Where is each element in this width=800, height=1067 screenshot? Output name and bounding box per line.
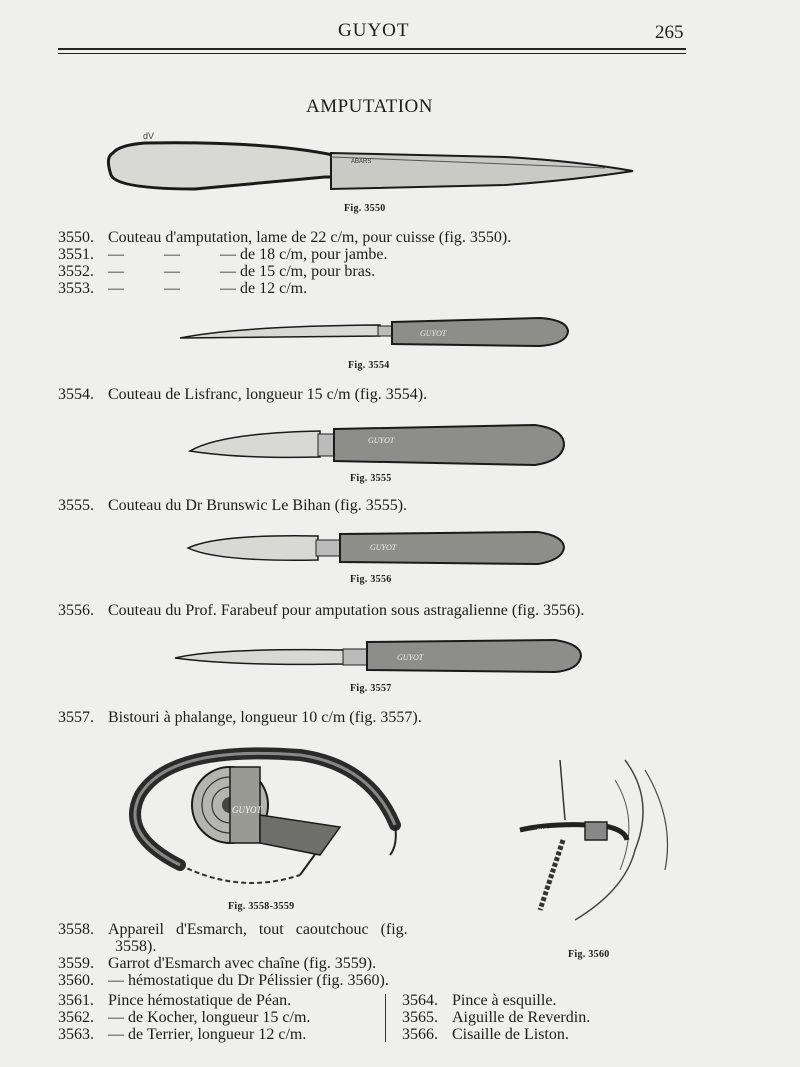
entry-number: 3561. [58, 992, 94, 1009]
handle-mark: GUYOT [397, 653, 424, 662]
entry-number: 3551. [58, 246, 94, 263]
entry-3551 [58, 246, 388, 263]
handle-mark: GUYOT [368, 436, 395, 445]
amputation-knife-illustration [105, 131, 640, 195]
entry-text: Couteau d'amputation, lame de 22 c/m, pour cuisse (fig. 3550). [108, 229, 512, 246]
entry-text: — hémostatique du Dr Pélissier (fig. 3560). [108, 972, 389, 989]
entry-number: 3557. [58, 709, 94, 726]
entry-text: Pince hémostatique de Péan. [108, 992, 292, 1009]
fig-caption-3554: Fig. 3554 [348, 360, 390, 371]
fig-caption-3556: Fig. 3556 [350, 574, 392, 585]
column-divider [385, 994, 386, 1042]
entry-number: 3555. [58, 497, 94, 514]
entry-text: Appareil d'Esmarch, tout caoutchouc (fig. [108, 921, 408, 938]
entry-text: — de Kocher, longueur 15 c/m. [108, 1009, 311, 1026]
entry-3554 [58, 386, 427, 403]
fig-caption-3550: Fig. 3550 [344, 203, 386, 214]
entry-number: 3550. [58, 229, 94, 246]
entry-text: Garrot d'Esmarch avec chaîne (fig. 3559). [108, 955, 377, 972]
entry-text: — de Terrier, longueur 12 c/m. [108, 1026, 307, 1043]
entry-3561 [58, 992, 291, 1009]
entry-text: Bistouri à phalange, longueur 10 c/m (fig. 3557). [108, 709, 422, 726]
entry-3550 [58, 229, 511, 246]
entry-number: 3556. [58, 602, 94, 619]
entry-text: Aiguille de Reverdin. [452, 1009, 591, 1026]
svg-text:dV: dV [143, 131, 155, 141]
entry-3552 [58, 263, 375, 280]
entry-number: 3552. [58, 263, 94, 280]
entry-3553 [58, 280, 307, 297]
farabeuf-knife-illustration [188, 530, 568, 566]
entry-text: Couteau du Prof. Farabeuf pour amputation sous astragalienne (fig. 3556). [108, 602, 585, 619]
handle-mark: GUYOT [370, 543, 397, 552]
entry-number: 3560. [58, 972, 94, 989]
entry-3558-continued: 3558). [115, 938, 157, 955]
header-rule-top [58, 48, 686, 50]
fig-caption-3557: Fig. 3557 [350, 683, 392, 694]
esmarch-apparatus-illustration [120, 745, 410, 895]
entry-text: Pince à esquille. [452, 992, 557, 1009]
entry-text: — — — de 15 c/m, pour bras. [108, 263, 376, 280]
entry-number: 3554. [58, 386, 94, 403]
entry-3558 [58, 921, 408, 938]
header-rule-bottom [58, 53, 686, 54]
entry-number: 3562. [58, 1009, 94, 1026]
entry-number: 3564. [402, 992, 438, 1009]
entry-text: — — — de 12 c/m. [108, 280, 308, 297]
fig-caption-3560: Fig. 3560 [568, 949, 610, 960]
entry-number: 3553. [58, 280, 94, 297]
entry-number: 3558. [58, 921, 94, 938]
entry-3566 [402, 1026, 569, 1043]
roll-mark: GUYOT [232, 805, 262, 815]
entry-number: 3563. [58, 1026, 94, 1043]
entry-3555 [58, 497, 407, 514]
lisfranc-knife-illustration [180, 316, 570, 352]
page-number: 265 [655, 22, 684, 43]
fig-caption-3555: Fig. 3555 [350, 473, 392, 484]
entry-3563 [58, 1026, 306, 1043]
entry-3559 [58, 955, 376, 972]
entry-3562 [58, 1009, 310, 1026]
entry-text: Couteau de Lisfranc, longueur 15 c/m (fig. 3554). [108, 386, 428, 403]
entry-number: 3566. [402, 1026, 438, 1043]
entry-3556 [58, 602, 584, 619]
fig-caption-3558-3559: Fig. 3558-3559 [228, 901, 295, 912]
entry-3557 [58, 709, 422, 726]
entry-3565 [402, 1009, 590, 1026]
knife-maker-mark: ABARS [351, 159, 372, 165]
pelissier-tourniquet-illustration [515, 760, 675, 930]
entry-text: Cisaille de Liston. [452, 1026, 569, 1043]
handle-mark: GUYOT [420, 329, 447, 338]
brunswic-knife-illustration [190, 421, 570, 469]
entry-text: Couteau du Dr Brunswic Le Bihan (fig. 3555). [108, 497, 408, 514]
entry-number: 3565. [402, 1009, 438, 1026]
bistouri-illustration [175, 638, 585, 676]
entry-3564 [402, 992, 556, 1009]
section-title: AMPUTATION [306, 96, 433, 117]
entry-number: 3559. [58, 955, 94, 972]
clamp-mark: GUYOT [537, 828, 558, 834]
running-header-title: GUYOT [338, 20, 410, 41]
entry-text: — — — de 18 c/m, pour jambe. [108, 246, 388, 263]
entry-3560 [58, 972, 389, 989]
